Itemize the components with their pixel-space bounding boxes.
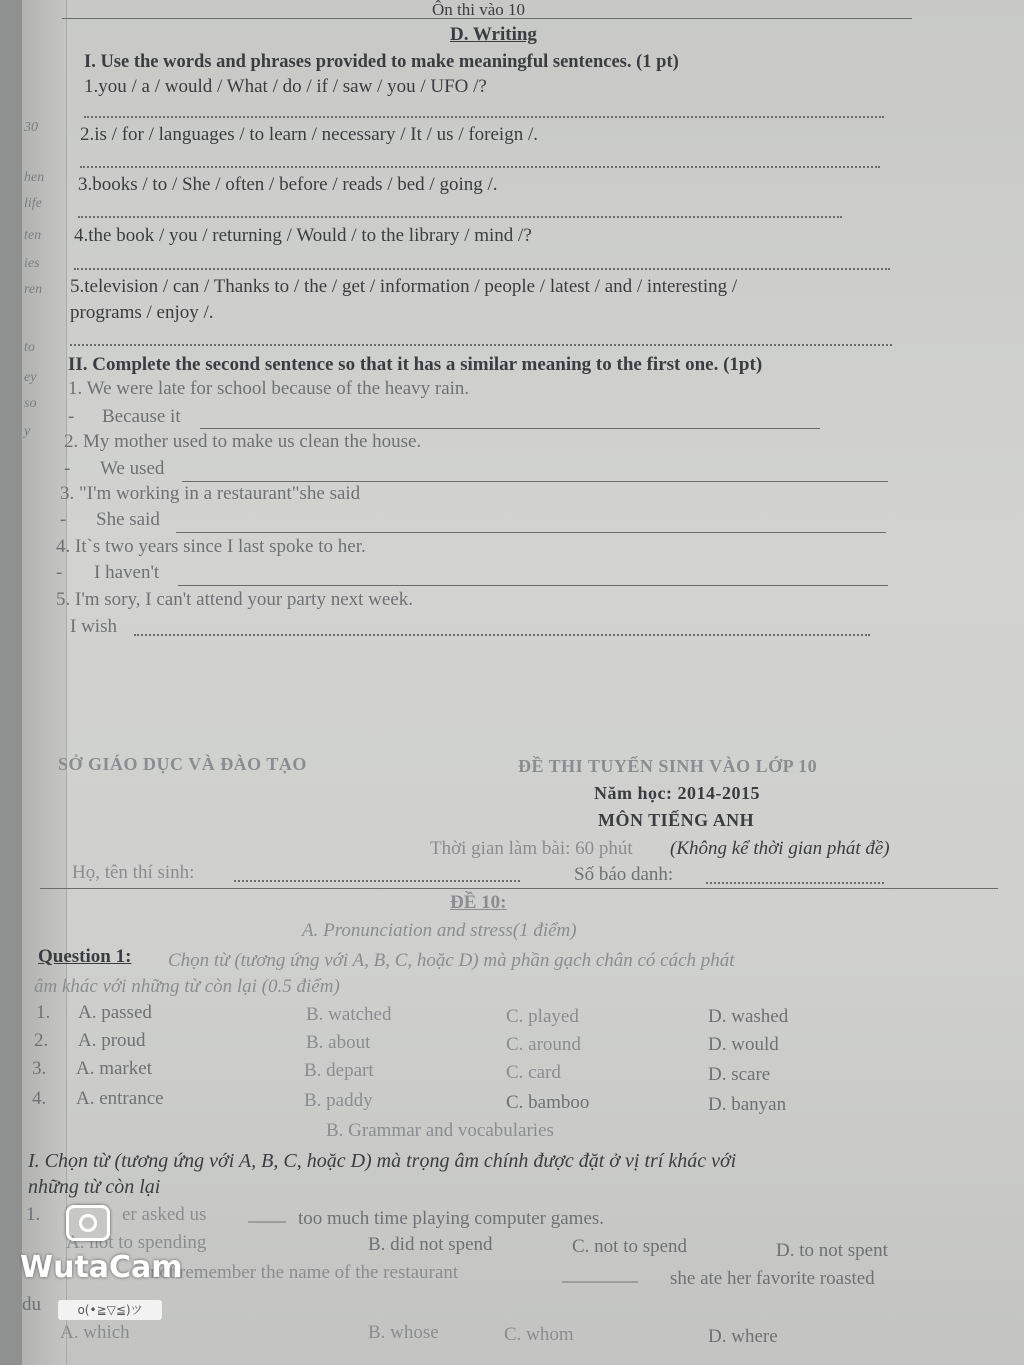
school-year: Năm học: 2014-2015 (594, 783, 760, 803)
sentence-item-1: 1.you / a / would / What / do / if / saw / you / UFO /? (84, 76, 487, 97)
option-c: C. card (506, 1062, 561, 1083)
time-note: (Không kể thời gian phát đề) (670, 838, 890, 859)
rewrite-start-4: I haven't (94, 562, 160, 583)
edge-word: hen (24, 170, 45, 185)
department-name: SỞ GIÁO DỤC VÀ ĐÀO TẠO (58, 754, 307, 774)
sentence-item-4: 4.the book / you / returning / Would / to the library / mind /? (74, 225, 532, 246)
edge-word: ren (24, 282, 43, 297)
question-1-text: Chọn từ (tương ứng với A, B, C, hoặc D) mà phần gạch chân có cách phát (168, 950, 735, 971)
dash: - (68, 406, 75, 427)
candidate-number-field (706, 882, 884, 884)
exam-title: ĐỀ THI TUYỂN SINH VÀO LỚP 10 (518, 756, 818, 776)
rewrite-start-3: She said (96, 509, 160, 530)
edge-word: ey (24, 370, 37, 385)
rewrite-question-3: 3. "I'm working in a restaurant"she said (60, 483, 361, 504)
grammar-q1-option-a: A. not to spending (66, 1232, 207, 1253)
edge-word: to (24, 340, 35, 355)
header-rule (62, 18, 912, 19)
option-a: A. passed (78, 1002, 152, 1023)
candidate-number-label: Số báo danh: (574, 864, 674, 885)
option-b: B. about (306, 1032, 371, 1053)
edge-word: ten (24, 228, 42, 243)
rewrite-question-1: 1. We were late for school because of the heavy rain. (68, 378, 470, 399)
answer-line (74, 268, 890, 270)
sentence-item-5: 5.television / can / Thanks to / the / get / information / people / latest / and / interesting / (70, 276, 738, 297)
rewrite-question-4: 4. It`s two years since I last spoke to her. (56, 536, 366, 557)
option-number: 4. (32, 1088, 47, 1109)
grammar-q2-option-c: C. whom (504, 1324, 574, 1345)
grammar-q1-option-d: D. to not spent (776, 1240, 888, 1261)
document-page (22, 0, 1024, 1365)
rewrite-question-2: 2. My mother used to make us clean the house. (64, 431, 422, 452)
rewrite-start-2: We used (100, 458, 165, 479)
edge-word: life (24, 196, 42, 211)
rewrite-answer-line (178, 585, 888, 586)
candidate-name-field (234, 880, 520, 882)
grammar-q1-blank: ____ (248, 1204, 286, 1225)
grammar-q2-text: not remember the name of the restaurant (150, 1262, 459, 1283)
edge-word: ies (24, 256, 40, 271)
answer-line (70, 344, 892, 346)
time-label: Thời gian làm bài: 60 phút (430, 838, 633, 859)
option-number: 2. (34, 1030, 49, 1051)
answer-line (80, 166, 880, 168)
rewrite-answer-line (176, 532, 886, 533)
edge-word: y (24, 424, 31, 439)
grammar-q2-option-a: A. which (60, 1322, 130, 1343)
grammar-q1-end: too much time playing computer games. (298, 1208, 605, 1229)
grammar-q1-number: 1. (26, 1204, 41, 1225)
option-d: D. scare (708, 1064, 771, 1085)
grammar-q2-cont: du (22, 1294, 41, 1315)
grammar-instruction: I. Chọn từ (tương ứng với A, B, C, hoặc D) mà trọng âm chính được đặt ở vị trí khác với (28, 1150, 737, 1172)
dash: - (64, 458, 71, 479)
rewrite-question-5: 5. I'm sory, I can't attend your party next week. (56, 589, 414, 610)
grammar-instruction-cont: những từ còn lại (28, 1176, 161, 1198)
grammar-section-title: B. Grammar and vocabularies (326, 1120, 554, 1141)
rewrite-start-5: I wish (70, 616, 117, 637)
option-b: B. depart (304, 1060, 374, 1081)
dash: - (56, 562, 63, 583)
writing-part1-instruction: I. Use the words and phrases provided to make meaningful sentences. (1 pt) (84, 52, 679, 72)
rewrite-answer-line (182, 481, 888, 482)
grammar-q2-option-d: D. where (708, 1326, 778, 1347)
sentence-item-3: 3.books / to / She / often / before / reads / bed / going /. (78, 174, 498, 195)
option-a: A. market (76, 1058, 152, 1079)
grammar-q2-end: she ate her favorite roasted (670, 1268, 875, 1289)
answer-line (78, 216, 842, 218)
edge-word: 30 (24, 120, 38, 135)
edge-word: so (24, 396, 37, 411)
pronunciation-section-title: A. Pronunciation and stress(1 điểm) (302, 920, 577, 941)
running-header: Ôn thi vào 10 (432, 0, 526, 19)
option-a: A. proud (78, 1030, 146, 1051)
grammar-q2-option-b: B. whose (368, 1322, 439, 1343)
rewrite-start-1: Because it (102, 406, 181, 427)
grammar-q1-option-c: C. not to spend (572, 1236, 688, 1257)
watermark-brand: WutaCam (20, 1250, 183, 1285)
dash: - (60, 509, 67, 530)
rewrite-answer-line (134, 634, 870, 636)
question-1-text-cont: âm khác với những từ còn lại (0.5 điểm) (34, 976, 340, 997)
answer-line (84, 116, 884, 118)
option-b: B. paddy (304, 1090, 373, 1111)
option-number: 1. (36, 1002, 51, 1023)
option-a: A. entrance (76, 1088, 164, 1109)
writing-part2-instruction: II. Complete the second sentence so that it has a similar meaning to the first one. (1pt) (68, 354, 763, 375)
candidate-name-label: Họ, tên thí sinh: (72, 862, 195, 883)
option-c: C. played (506, 1006, 579, 1027)
grammar-q1-text: er asked us (122, 1204, 207, 1225)
option-b: B. watched (306, 1004, 392, 1025)
rewrite-answer-line (200, 428, 820, 429)
grammar-q2-blank: ________ (562, 1264, 638, 1285)
option-d: D. banyan (708, 1094, 787, 1115)
subject: MÔN TIẾNG ANH (598, 810, 755, 830)
writing-section-title: D. Writing (450, 24, 537, 45)
option-d: D. washed (708, 1006, 789, 1027)
question-1-label: Question 1: (38, 946, 132, 967)
watermark-emoticon: o(•≧▽≦)ツ (58, 1300, 162, 1320)
sentence-item-5-cont: programs / enjoy /. (70, 302, 214, 323)
option-d: D. would (708, 1034, 779, 1055)
header-divider (40, 888, 998, 889)
exam-number: ĐỀ 10: (450, 892, 507, 913)
option-c: C. around (506, 1034, 581, 1055)
camera-icon (66, 1205, 110, 1241)
option-number: 3. (32, 1058, 47, 1079)
sentence-item-2: 2.is / for / languages / to learn / necessary / It / us / foreign /. (80, 124, 538, 145)
option-c: C. bamboo (506, 1092, 590, 1113)
grammar-q1-option-b: B. did not spend (368, 1234, 493, 1255)
